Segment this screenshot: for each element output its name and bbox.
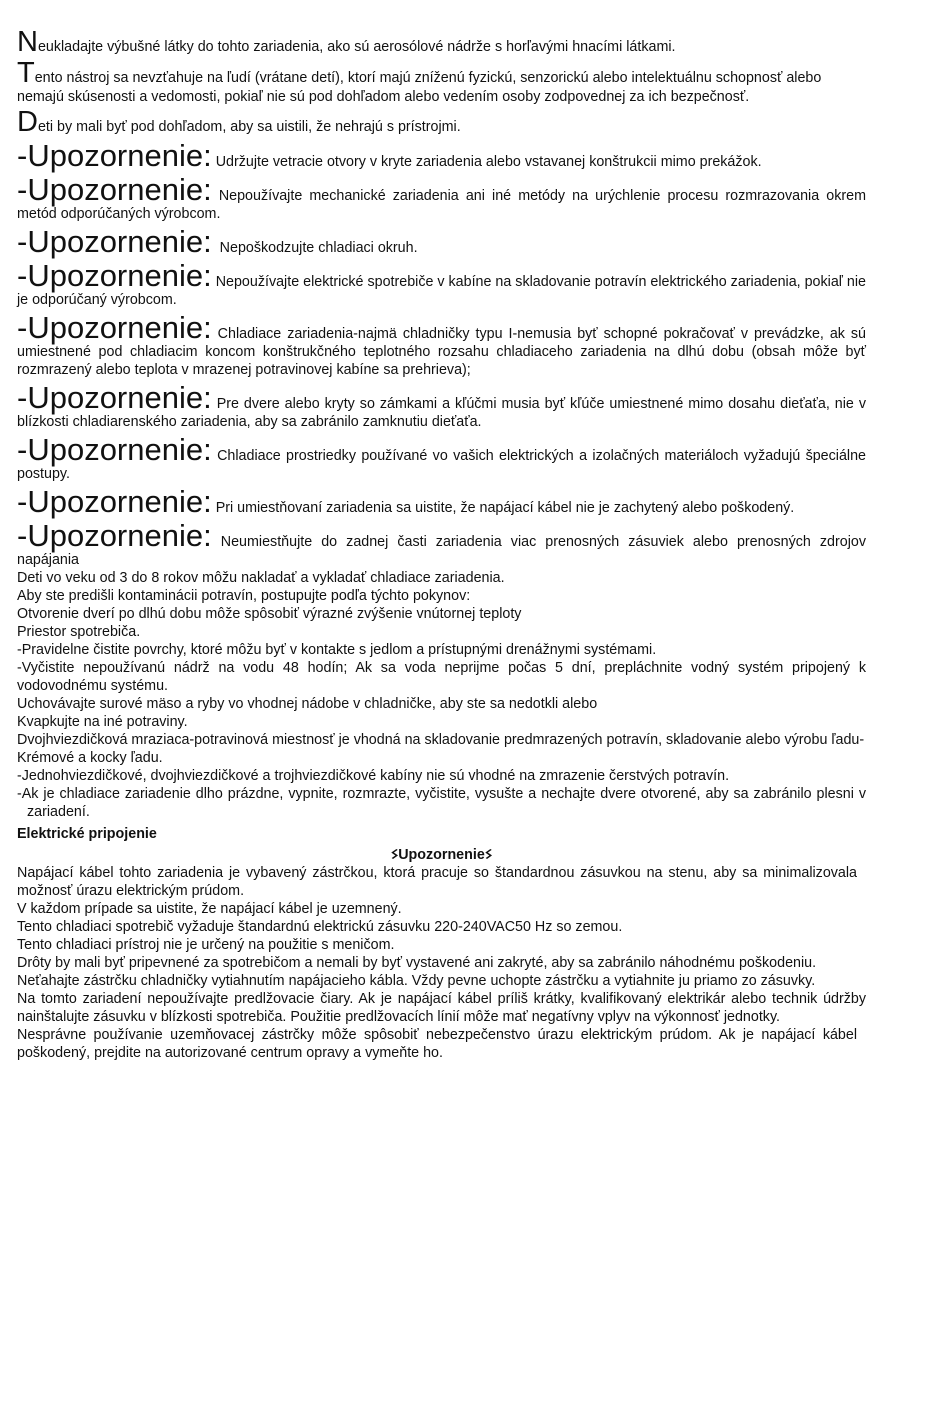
electrical-paragraph: Neťahajte zástrčku chladničky vytiahnutím napájacieho kábla. Vždy pevne uchopte zástrčku a vytiahnite ju priamo zo zásuvky.: [17, 973, 816, 989]
warning-item: [17, 260, 866, 309]
body-line: Deti vo veku od 3 do 8 rokov môžu nakladať a vykladať chladiace zariadenia.: [17, 570, 505, 586]
warning-text: Nepoužívajte elektrické spotrebiče v kabíne na skladovanie potravín elektrického zariadenia, pokiaľ nie je odporúčaný výrobcom.: [17, 274, 866, 308]
warning-item: [17, 486, 866, 517]
drop-cap: N: [17, 26, 38, 58]
warning-item: [17, 140, 866, 171]
body-line: -Vyčistite nepoužívanú nádrž na vodu 48 hodín; Ak sa voda neprijme počas 5 dní, prepláchnite vodný systém pripojený k vodovodnému systému.: [17, 660, 866, 694]
warning-text: Udržujte vetracie otvory v kryte zariadenia alebo vstavanej konštrukcii mimo prekážok.: [215, 154, 762, 170]
warning-text: Nepoužívajte mechanické zariadenia ani iné metódy na urýchlenie procesu rozmrazovania okrem metód odporúčaných výrobcom.: [17, 188, 866, 222]
electrical-paragraph: V každom prípade sa uistite, že napájací kábel je uzemnený.: [17, 901, 402, 917]
body-line: -Pravidelne čistite povrchy, ktoré môžu byť v kontakte s jedlom a prístupnými drenážnymi systémami.: [17, 642, 657, 658]
warning-heading: [17, 845, 866, 864]
section-heading: Elektrické pripojenie: [17, 826, 157, 842]
electrical-paragraph: Drôty by mali byť pripevnené za spotrebičom a nemali by byť vystavené ani zakryté, aby sa zabránilo náhodnému poškodeniu.: [17, 955, 817, 971]
warning-heading-text: Upozornenie: [398, 847, 485, 863]
warning-item: [17, 434, 866, 483]
warning-label: -Upozornenie:: [17, 310, 212, 345]
drop-cap: D: [17, 106, 38, 138]
warning-text: Nepoškodzujte chladiaci okruh.: [219, 240, 418, 256]
body-line: -Jednohviezdičkové, dvojhviezdičkové a trojhviezdičkové kabíny nie sú vhodné na zmrazenie čerstvých potravín.: [17, 768, 730, 784]
warning-label: -Upozornenie:: [17, 258, 212, 293]
warning-text: Pre dvere alebo kryty so zámkami a kľúčmi musia byť kľúče umiestnené mimo dosahu dieťaťa, nie v blízkosti chladiarenského zariadenia, aby sa zabránilo zamknutiu dieťaťa.: [17, 396, 866, 430]
warning-item: [17, 382, 866, 431]
intro-paragraph-3: [17, 108, 866, 137]
warning-label: -Upozornenie:: [17, 224, 212, 259]
lightning-bolt-icon: ϟ: [386, 845, 403, 863]
body-line: Aby ste predišli kontaminácii potravín, postupujte podľa týchto pokynov:: [17, 588, 471, 604]
warning-label: -Upozornenie:: [17, 138, 212, 173]
drop-cap: T: [17, 57, 35, 89]
intro-text: ento nástroj sa nevzťahuje na ľudí (vrátane detí), ktorí majú zníženú fyzickú, senzorickú alebo intelektuálnu schopnosť alebo nemajú skúsenosti a vedomosti, pokiaľ nie sú pod dohľadom alebo vedením osoby zodpovednej za ich bezpečnosť.: [17, 70, 822, 105]
electrical-paragraph: Nesprávne používanie uzemňovacej zástrčky môže spôsobiť nebezpečenstvo úrazu elektrickým prúdom. Ak je napájací kábel poškodený, prejdite na autorizované centrum opravy a vymeňte ho.: [17, 1027, 857, 1061]
warning-text: Neumiestňujte do zadnej časti zariadenia viac prenosných zásuviek alebo prenosných zdrojov napájania: [17, 534, 866, 568]
warning-item: [17, 226, 866, 257]
warning-label: -Upozornenie:: [17, 380, 212, 415]
intro-paragraph-2: [17, 59, 866, 106]
warning-label: -Upozornenie:: [17, 432, 212, 467]
electrical-paragraph: Napájací kábel tohto zariadenia je vybavený zástrčkou, ktorá pracuje so štandardnou zásuvkou na stenu, aby sa minimalizovala možnosť úrazu elektrickým prúdom.: [17, 865, 857, 899]
warning-label: -Upozornenie:: [17, 518, 212, 553]
warning-text: Chladiace zariadenia-najmä chladničky typu I-nemusia byť schopné pokračovať v prevádzke, ak sú umiestnené pod chladiacim koncom konštrukčného teplotného rozsahu chladiaceho zariadenia na dlhú dobu (obsah môže byť rozmrazený alebo teplota v mrazenej potravinovej kabíne sa prehrieva);: [17, 326, 866, 378]
warning-item: [17, 174, 866, 223]
intro-paragraph-1: [17, 28, 866, 57]
body-line: Uchovávajte surové mäso a ryby vo vhodnej nádobe v chladničke, aby ste sa nedotkli alebo: [17, 696, 598, 712]
body-line: Krémové a kocky ľadu.: [17, 750, 163, 766]
body-line: Priestor spotrebiča.: [17, 624, 141, 640]
electrical-paragraph: Na tomto zariadení nepoužívajte predlžovacie čiary. Ak je napájací kábel príliš krátky, kvalifikovaný elektrikár alebo technik údržby nainštalujte zásuvku v blízkosti spotrebiča. Použitie predlžovacích línií môže mať negatívny vplyv na výkonnosť jednotky.: [17, 991, 866, 1025]
body-line: -Ak je chladiace zariadenie dlho prázdne, vypnite, rozmrazte, vyčistite, vysušte a nechajte dvere otvorené, aby sa zabránilo plesni v zariadení.: [17, 786, 866, 820]
warning-label: -Upozornenie:: [17, 172, 212, 207]
intro-text: eti by mali byť pod dohľadom, aby sa uistili, že nehrajú s prístrojmi.: [37, 119, 461, 135]
document-page: [17, 28, 866, 1062]
warning-item: [17, 520, 866, 569]
body-line: Otvorenie dverí po dlhú dobu môže spôsobiť výrazné zvýšenie vnútornej teploty: [17, 606, 522, 622]
warning-text: Chladiace prostriedky používané vo vašich elektrických a izolačných materiáloch vyžadujú špeciálne postupy.: [17, 448, 866, 482]
body-line: Dvojhviezdičková mraziaca-potravinová miestnosť je vhodná na skladovanie predmrazených potravín, skladovanie alebo výrobu ľadu-: [17, 732, 865, 748]
warning-text: Pri umiestňovaní zariadenia sa uistite, že napájací kábel nie je zachytený alebo poškodený.: [215, 500, 795, 516]
lightning-bolt-icon: ϟ: [480, 845, 497, 863]
warning-item: [17, 312, 866, 379]
body-line: Kvapkujte na iné potraviny.: [17, 714, 188, 730]
electrical-paragraph: Tento chladiaci prístroj nie je určený na použitie s meničom.: [17, 937, 395, 953]
electrical-paragraph: Tento chladiaci spotrebič vyžaduje štandardnú elektrickú zásuvku 220-240VAC50 Hz so zemou.: [17, 919, 623, 935]
warning-label: -Upozornenie:: [17, 484, 212, 519]
intro-text: eukladajte výbušné látky do tohto zariadenia, ako sú aerosólové nádrže s horľavými hnacími látkami.: [37, 39, 676, 55]
